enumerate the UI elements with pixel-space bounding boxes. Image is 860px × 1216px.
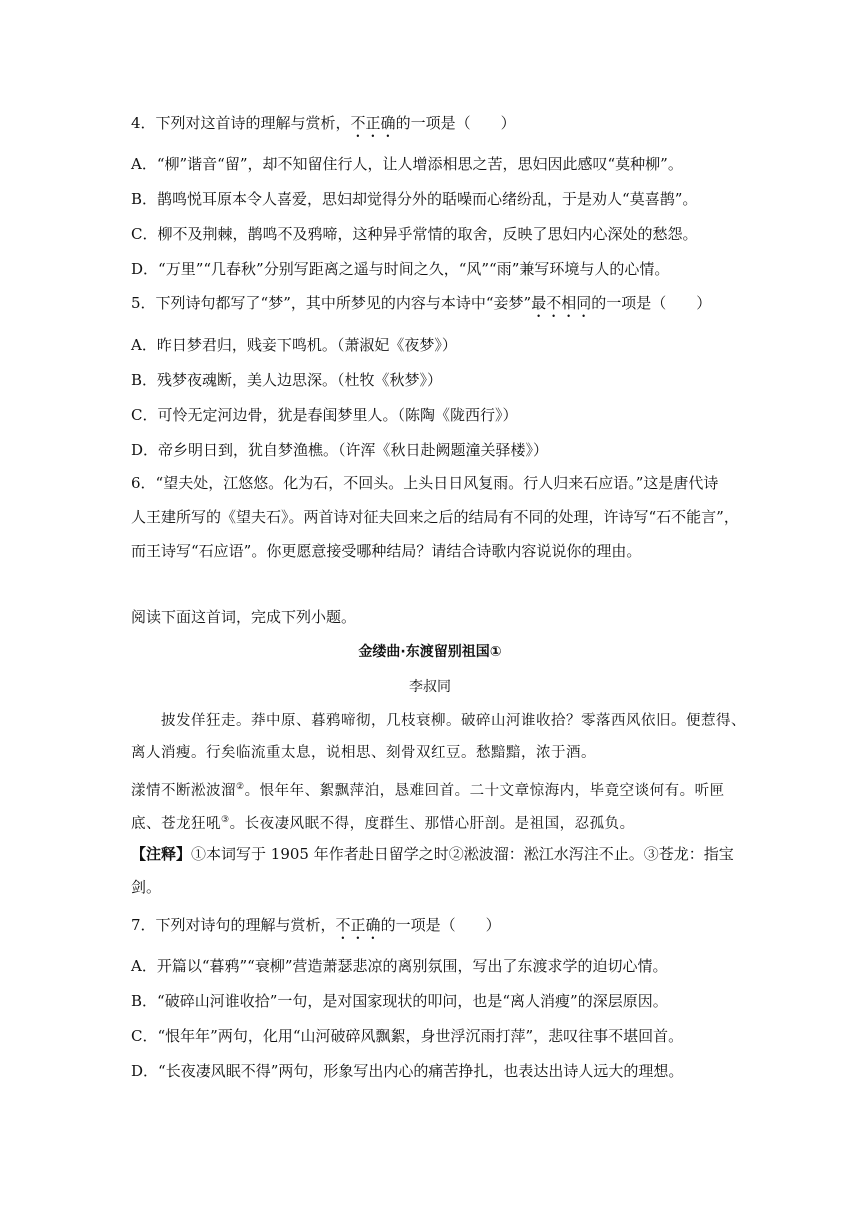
q5-option-b: B．残梦夜魂断，美人边思深。（杜牧《秋梦》） [131,371,443,389]
q7-option-b: B．“破碎山河谁收拾”一句，是对国家现状的叩问，也是“离人消瘦”的深层原因。 [131,992,668,1010]
q5-option-c: C．可怜无定河边骨，犹是春闺梦里人。（陈陶《陇西行》） [131,406,518,424]
q4-emphasis: 不正确 [350,114,396,132]
q5-option-d: D．帝乡明日到，犹自梦渔樵。（许浑《秋日赴阙题潼关驿楼》） [131,441,549,459]
q4-option-b: B．鹊鸣悦耳原本令人喜爱，思妇却觉得分外的聒噪而心绪纷乱，于是劝人“莫喜鹊”。 [131,190,698,208]
poem-line-3-text: 漾情不断淞波溜 [131,782,236,799]
q5-stem-text: 5．下列诗句都写了“梦”，其中所梦见的内容与本诗中“妾梦” [131,294,532,312]
q4-stem-tail: 的一项是（ ） [395,114,516,132]
q7-stem-tail: 的一项是（ ） [380,916,501,934]
q7-emphasis: 不正确 [335,916,381,934]
footnote-mark-2: ② [236,782,245,792]
q7-stem-text: 7．下列对诗句的理解与赏析， [131,916,336,934]
poem-line-3-rest: 。恨年年、絮飘萍泊，恳难回首。二十文章惊海内，毕竟空谈何有。听匣 [244,782,725,799]
q6-line-1: 6．“望夫处，江悠悠。化为石，不回头。上头日日风复雨。行人归来石应语。”这是唐代诗 [131,474,719,492]
footnote-mark-3: ③ [221,815,230,825]
q5-stem-tail: 的一项是（ ） [591,294,712,312]
note-text: ①本词写于 1905 年作者赴日留学之时②淞波溜：淞江水泻注不止。③苍龙：指宝 [191,845,734,863]
q4-stem-text: 4．下列对这首诗的理解与赏析， [131,114,351,132]
poem-line-4 [131,809,635,835]
q6-line-2: 人王建所写的《望夫石》。两首诗对征夫回来之后的结局有不同的处理，许诗写“石不能言”， [131,508,739,526]
poem-line-4-rest: 。长夜凄风眠不得，度群生、那惜心肝剖。是祖国，忍孤负。 [229,815,635,832]
q7-option-a: A．开篇以“暮鸦”“衰柳”营造萧瑟悲凉的离别氛围，写出了东渡求学的迫切心情。 [131,957,668,975]
poem-line-4-text: 底、苍龙狂吼 [131,815,221,832]
q4-option-d: D．“万里”“几春秋”分别写距离之遥与时间之久，“风”“雨”兼写环境与人的心情。 [131,260,670,278]
q7-option-d: D．“长夜凄风眠不得”两句，形象写出内心的痛苦挣扎，也表达出诗人远大的理想。 [131,1062,684,1080]
q6-line-3: 而王诗写“石应语”。你更愿意接受哪种结局？请结合诗歌内容说说你的理由。 [131,542,642,560]
question-4-stem [131,112,516,141]
q5-option-a: A．昨日梦君归，贱妾下鸣机。（萧淑妃《夜梦》） [131,336,457,354]
q7-option-c: C．“恨年年”两句，化用“山河破碎风飘絮，身世浮沉雨打萍”，悲叹往事不堪回首。 [131,1027,684,1045]
q4-option-c: C．柳不及荆棘，鹊鸣不及鸦啼，这种异乎常情的取舍，反映了思妇内心深处的愁怨。 [131,225,698,243]
poem-title: 金缕曲·东渡留别祖国① [358,644,502,660]
note-line-1 [131,843,734,865]
note-line-2: 剑。 [131,878,162,896]
question-5-stem [131,292,711,321]
q4-option-a: A．“柳”谐音“留”，却不知留住行人，让人增添相思之苦，思妇因此感叹“莫种柳”。 [131,155,683,173]
reading-intro: 阅读下面这首词，完成下列小题。 [131,608,357,626]
poem-line-3 [131,776,725,802]
question-7-stem [131,914,501,943]
poem-line-1: 披发佯狂走。莽中原、暮鸦啼彻，几枝衰柳。破碎山河谁收拾？零落西风依旧。便惹得、 [131,713,746,729]
note-label: 【注释】 [131,845,192,863]
poem-author: 李叔同 [409,679,451,695]
q5-emphasis: 最不相同 [531,294,592,312]
poem-line-2: 离人消瘦。行矣临流重太息，说相思、刻骨双红豆。愁黯黯，浓于酒。 [131,745,596,761]
